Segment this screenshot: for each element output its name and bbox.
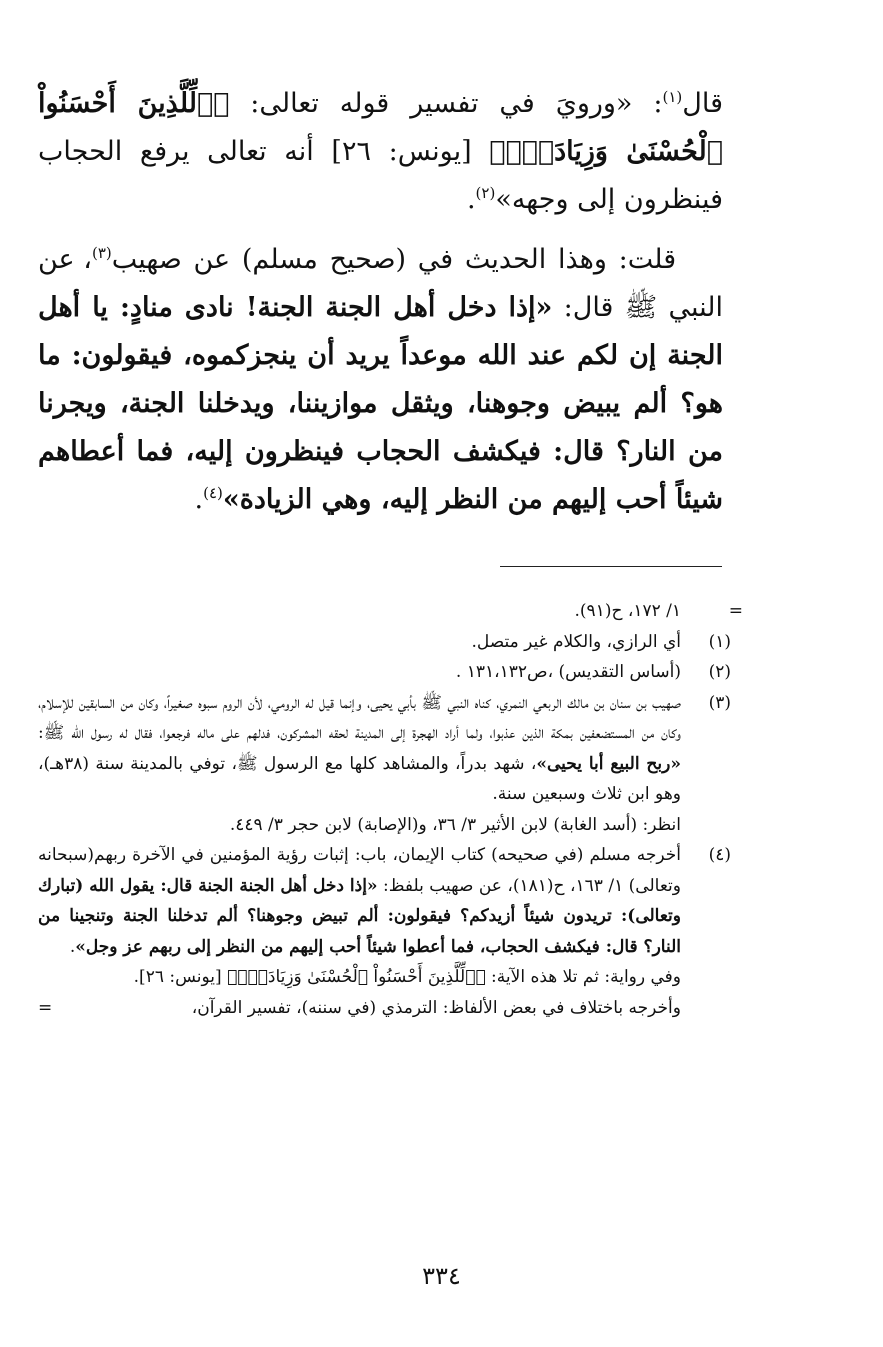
footnote-text: (أساس التقديس) ،ص١٣١،١٣٢ . <box>455 662 681 682</box>
footnote-text: أي الرازي، والكلام غير متصل. <box>471 631 681 652</box>
continuation-marker: = <box>38 997 53 1018</box>
footnote-text: ١/ ١٧٢، ح(٩١). <box>574 601 681 621</box>
footnote-continuation <box>38 596 743 627</box>
footnote-text: أخرجه مسلم (في صحيحه) كتاب الإيمان، باب: إثبات رؤية المؤمنين في الآخرة ربهم(سبحانه وتعالى) ١/ ١٦٣، ح(١٨١)، عن صهيب بلفظ: <box>38 845 681 896</box>
hadith-text: «إذا دخل أهل الجنة الجنة! نادى منادٍ: يا أهل الجنة إن لكم عند الله موعداً يريد أن ينجزكموه، فيقولون: ما هو؟ ألم يبيض وجوهنا، ويثقل موازيننا، ويدخلنا الجنة، ويجرنا من النار؟ قال: فيكشف الحجاب فينظرون إليه، فما أعطاهم شيئاً أحب إليهم من النظر إليه، وهي الزيادة» <box>38 292 723 515</box>
paragraph-quote <box>38 80 723 224</box>
page-number: ٣٣٤ <box>422 1262 461 1290</box>
footnote-number: (٣) <box>708 692 731 713</box>
footnote-text: [يونس: ٢٦]. <box>133 967 228 987</box>
text-run: : «ورويَ في تفسير قوله تعالى: <box>229 88 663 119</box>
footnote-ref[interactable]: (٢) <box>475 184 496 202</box>
footnote-quote: «ربح البيع أبا يحيى» <box>536 753 681 774</box>
footnote-separator <box>500 566 722 567</box>
quran-verse: ﴿۞لِّلَّذِينَ أَحْسَنُواْ ٱلْحُسْنَىٰ وَزِيَادَةٌۖ﴾ <box>227 967 486 987</box>
continuation-marker: = <box>728 601 743 621</box>
quran-verse: ﴿۞لِّلَّذِينَ أَحْسَنُواْ ٱلْحُسْنَىٰ وَزِيَادَةٌۖ﴾ <box>38 88 723 167</box>
footnotes <box>38 596 743 1023</box>
footnote-number: (١) <box>708 631 731 652</box>
text-run: ، عن النبي ﷺ قال: <box>38 244 723 323</box>
footnote-1 <box>38 627 743 658</box>
footnote-4-last <box>38 993 743 1024</box>
footnote-ref[interactable]: (١) <box>662 88 683 106</box>
footnote-text: ، شهد بدراً، والمشاهد كلها مع الرسول ﷺ، توفي بالمدينة سنة (٣٨هـ)، وهو ابن ثلاث وسبعين سنة. <box>38 753 681 804</box>
footnote-ref[interactable]: (٤) <box>203 484 223 502</box>
footnote-ref[interactable]: (٣) <box>91 244 112 262</box>
footnote-text: وفي رواية: ثم تلا هذه الآية: <box>485 967 681 987</box>
footnote-2 <box>38 657 743 688</box>
footnote-number: (٤) <box>708 845 731 865</box>
footnote-number: (٢) <box>708 662 731 682</box>
text-run: قلت: وهذا الحديث في (صحيح مسلم) عن صهيب <box>111 244 677 275</box>
footnote-3-see: انظر: (أسد الغابة) لابن الأثير ٣/ ٣٦، و(الإصابة) لابن حجر ٣/ ٤٤٩. <box>229 814 681 835</box>
paragraph-hadith <box>38 236 723 524</box>
text-run: . <box>466 184 476 215</box>
text-run: قال <box>682 88 723 119</box>
footnote-3 <box>38 688 743 810</box>
text-run: . <box>194 484 204 515</box>
text-run: [يونس: ٢٦] أنه تعالى يرفع الحجاب فينظرون إلى وجهه» <box>38 136 723 215</box>
main-text <box>38 80 723 536</box>
footnote-text: وأخرجه باختلاف في بعض الألفاظ: الترمذي (في سننه)، تفسير القرآن، <box>191 997 681 1018</box>
footnote-text: صهيب بن سنان بن مالك الربعي النمري، كناه النبي ﷺ بأبي يحيى، وإنما قيل له الرومي، لأن الروم سبوه صغيراً، وكان من السابقين للإسلام، وكان من المستضعفين بمكة الذين عذبوا، ولما أراد الهجرة إلى المدينة لحقه المشركون، فدلهم على ماله فرجعوا، فقال له رسول الله ﷺ: <box>38 692 681 743</box>
footnote-4 <box>38 840 743 962</box>
footnote-text: . <box>69 936 76 957</box>
footnote-4-riwaya <box>38 962 743 993</box>
footnote-quote: «إذا دخل أهل الجنة الجنة قال: يقول الله (تبارك وتعالى): تريدون شيئاً أزيدكم؟ فيقولون: ألم تبيض وجوهنا؟ ألم تدخلنا الجنة وتنجينا من النار؟ قال: فيكشف الحجاب، فما أعطوا شيئاً أحب إليهم من النظر إلى ربهم عز وجل» <box>38 875 681 957</box>
